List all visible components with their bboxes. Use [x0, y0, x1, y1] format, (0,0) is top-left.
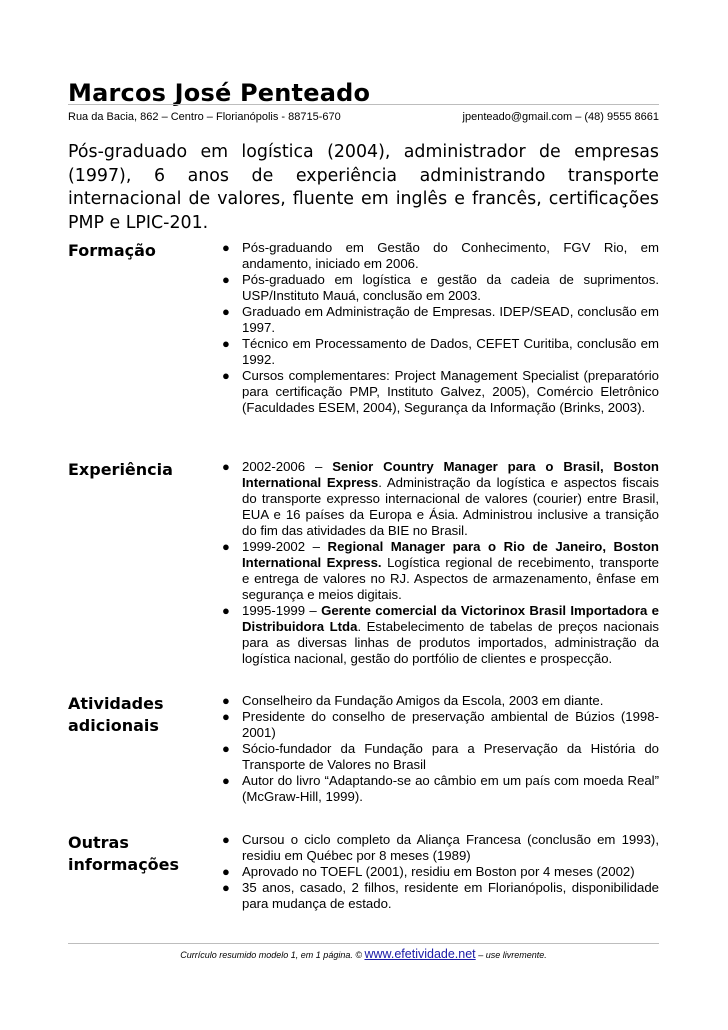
- bullet-icon: ●: [222, 709, 230, 724]
- job-description: Logística regional de recebimento, transporte e entrega de valores no RJ. Aspectos de armazenamento, ênfase em segurança e meios digitais.: [242, 555, 660, 602]
- header-divider: [68, 104, 659, 105]
- list-item: [222, 741, 659, 773]
- item-text: Cursos complementares: Project Management Specialist (preparatório para certificação PMP, Instituto Galvez, 2005), Comércio Eletrônico (Faculdades ESEM, 2004), Segurança da Informação (Brinks, 2003).: [242, 368, 659, 415]
- list-item: [222, 368, 659, 416]
- section-title-atividades: Atividades adicionais: [68, 694, 164, 735]
- bullet-icon: ●: [222, 880, 230, 895]
- item-text: 35 anos, casado, 2 filhos, residente em Florianópolis, disponibilidade para mudança de estado.: [242, 880, 659, 911]
- job-period: 2002-2006 –: [242, 459, 323, 474]
- job-role: Regional Manager para o Rio de Janeiro, Boston International Express.: [242, 539, 659, 570]
- address: Rua da Bacia, 862 – Centro – Florianópolis - 88715-670: [68, 111, 341, 123]
- bullet-icon: ●: [222, 272, 230, 287]
- section-title-outras: Outras informações: [68, 833, 180, 874]
- bullet-icon: ●: [222, 603, 230, 618]
- contact-line: [68, 110, 659, 124]
- list-item: [222, 539, 660, 603]
- candidate-name: Marcos José Penteado: [68, 79, 371, 107]
- item-text: Sócio-fundador da Fundação para a Preservação da História do Transporte de Valores no Brasil: [242, 741, 659, 772]
- item-text: Cursou o ciclo completo da Aliança Francesa (conclusão em 1993), residiu em Québec por 8 meses (1989): [242, 832, 659, 863]
- list-item: [222, 459, 659, 539]
- bullet-icon: ●: [222, 459, 230, 474]
- footer-link[interactable]: www.efetividade.net: [364, 947, 476, 961]
- footer-note: Currículo resumido modelo 1, em 1 página. ©: [180, 950, 362, 960]
- list-item: [222, 304, 659, 336]
- list-item: [222, 709, 659, 741]
- professional-summary: Pós-graduado em logística (2004), administrador de empresas (1997), 6 anos de experiência administrando transporte internacional de valores, fluente em inglês e francês, certificações PMP e LPIC-201.: [68, 142, 659, 233]
- bullet-icon: ●: [222, 304, 230, 319]
- item-text: Presidente do conselho de preservação ambiental de Búzios (1998-2001): [242, 709, 659, 740]
- bullet-icon: ●: [222, 773, 230, 788]
- bullet-icon: ●: [222, 741, 230, 756]
- item-text: Conselheiro da Fundação Amigos da Escola, 2003 em diante.: [242, 693, 604, 708]
- job-role: Senior Country Manager para o Brasil, Boston International Express: [242, 459, 659, 490]
- section-title-formacao: Formação: [68, 241, 156, 260]
- email-phone: jpenteado@gmail.com – (48) 9555 8661: [462, 111, 659, 123]
- bullet-icon: ●: [222, 368, 230, 383]
- formacao-list: [222, 240, 659, 416]
- footer-suffix: – use livremente.: [478, 950, 547, 960]
- item-text: Graduado em Administração de Empresas. IDEP/SEAD, conclusão em 1997.: [242, 304, 659, 335]
- bullet-icon: ●: [222, 539, 230, 554]
- item-text: Autor do livro “Adaptando-se ao câmbio em um país com moeda Real” (McGraw-Hill, 1999).: [242, 773, 659, 804]
- job-period: 1995-1999 –: [242, 603, 317, 618]
- experiencia-list: [222, 459, 660, 667]
- item-text: Aprovado no TOEFL (2001), residiu em Boston por 4 meses (2002): [242, 864, 635, 879]
- list-item: [222, 603, 659, 667]
- bullet-icon: ●: [222, 693, 230, 708]
- bullet-icon: ●: [222, 336, 230, 351]
- item-text: Pós-graduado em logística e gestão da cadeia de suprimentos. USP/Instituto Mauá, conclusão em 2003.: [242, 272, 659, 303]
- footer: [68, 947, 659, 962]
- section-title-experiencia: Experiência: [68, 460, 173, 479]
- list-item: [222, 240, 659, 272]
- footer-divider: [68, 943, 659, 944]
- bullet-icon: ●: [222, 240, 230, 255]
- item-text: Técnico em Processamento de Dados, CEFET Curitiba, conclusão em 1992.: [242, 336, 659, 367]
- bullet-icon: ●: [222, 832, 230, 847]
- job-description: . Administração da logística e aspectos fiscais do transporte expresso internacional de valores (courier) entre Brasil, EUA e 16 países da Europa e Ásia. Administrou inclusive a transição do fim das atividades da BIE no Brasil.: [242, 475, 659, 538]
- list-item: [222, 336, 659, 368]
- outras-list: [222, 832, 659, 912]
- list-item: [222, 880, 659, 912]
- list-item: [222, 272, 659, 304]
- list-item: [222, 832, 659, 864]
- job-period: 1999-2002 –: [242, 539, 320, 554]
- list-item: [222, 864, 659, 880]
- list-item: [222, 693, 659, 709]
- list-item: [222, 773, 659, 805]
- job-description: . Estabelecimento de tabelas de preços nacionais para as diversas linhas de produtos importados, administração da logística nacional, gestão do portfólio de clientes e prospecção.: [242, 619, 659, 666]
- atividades-list: [222, 693, 659, 805]
- item-text: Pós-graduando em Gestão do Conhecimento, FGV Rio, em andamento, iniciado em 2006.: [242, 240, 659, 271]
- bullet-icon: ●: [222, 864, 230, 879]
- job-role: Gerente comercial da Victorinox Brasil Importadora e Distribuidora Ltda: [242, 603, 659, 634]
